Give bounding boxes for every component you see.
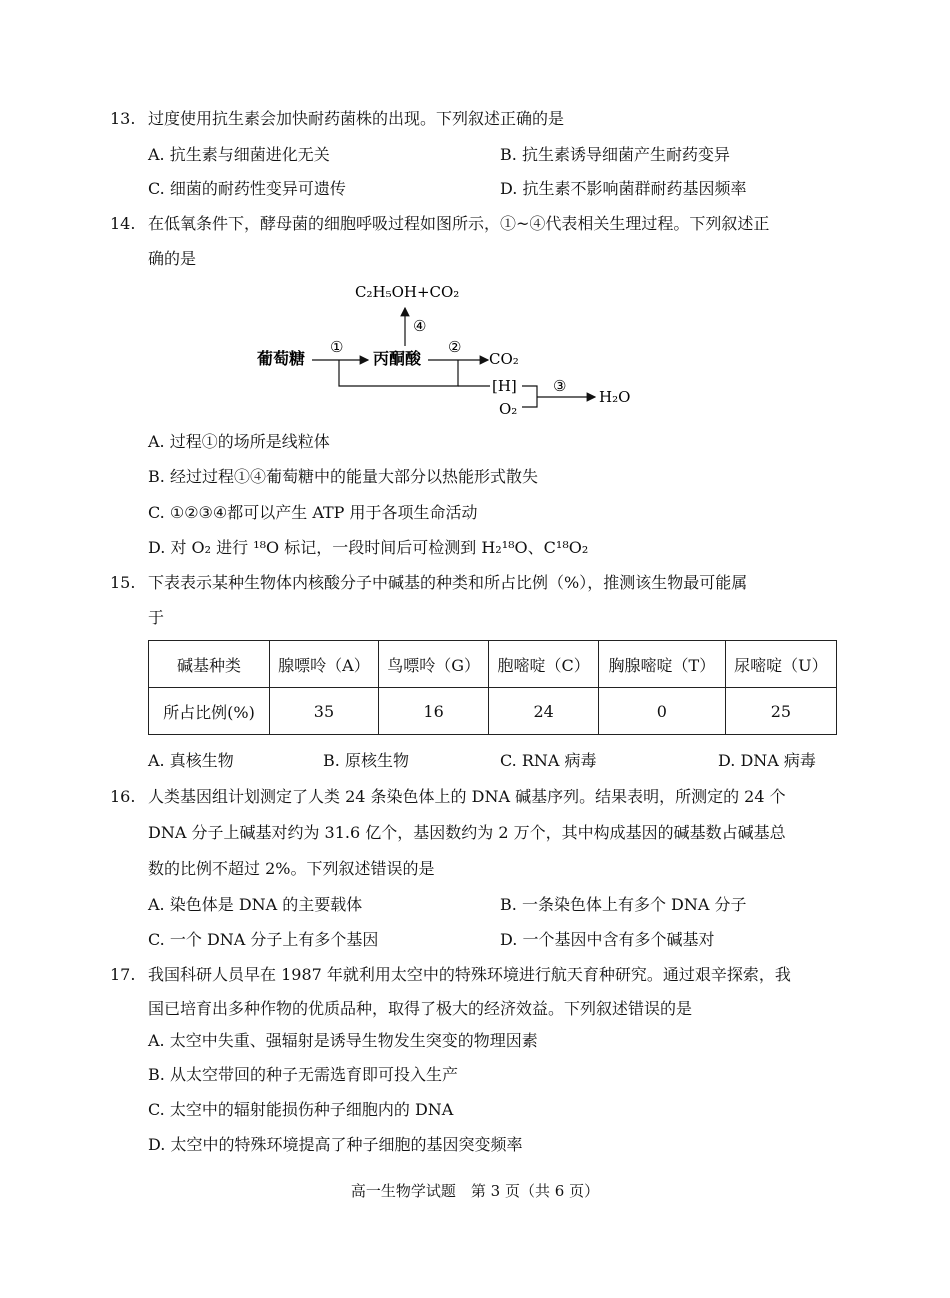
join-bracket bbox=[522, 386, 537, 407]
base-ratio-table bbox=[148, 640, 837, 735]
value-cell-a: 35 bbox=[270, 688, 379, 735]
q13-option-d[interactable]: D. 抗生素不影响菌群耐药基因频率 bbox=[500, 179, 747, 198]
value-cell-u: 25 bbox=[725, 688, 836, 735]
header-cell-a: 腺嘌呤（A） bbox=[270, 641, 379, 688]
q15-option-a[interactable]: A. 真核生物 bbox=[148, 751, 234, 770]
step2-label: ② bbox=[448, 338, 462, 356]
q17-option-b[interactable]: B. 从太空带回的种子无需选育即可投入生产 bbox=[148, 1065, 458, 1084]
q14-option-d[interactable]: D. 对 O₂ 进行 ¹⁸O 标记，一段时间后可检测到 H₂¹⁸O、C¹⁸O₂ bbox=[148, 538, 589, 557]
q16-option-c[interactable]: C. 一个 DNA 分子上有多个基因 bbox=[148, 930, 379, 949]
q17-option-d[interactable]: D. 太空中的特殊环境提高了种子细胞的基因突变频率 bbox=[148, 1135, 523, 1154]
pyruvate-label: 丙酮酸 bbox=[373, 349, 422, 368]
table-row bbox=[149, 688, 837, 735]
q15-option-c[interactable]: C. RNA 病毒 bbox=[500, 751, 597, 770]
q15-stem-line2: 于 bbox=[148, 608, 165, 627]
q17-option-a[interactable]: A. 太空中失重、强辐射是诱导生物发生突变的物理因素 bbox=[148, 1031, 538, 1050]
q13-number: 13. bbox=[110, 109, 136, 128]
table-row bbox=[149, 641, 837, 688]
q14-option-a[interactable]: A. 过程①的场所是线粒体 bbox=[148, 432, 330, 451]
q16-option-b[interactable]: B. 一条染色体上有多个 DNA 分子 bbox=[500, 895, 747, 914]
co2-label: CO₂ bbox=[489, 350, 519, 368]
q17-stem-line2: 国已培育出多种作物的优质品种，取得了极大的经济效益。下列叙述错误的是 bbox=[148, 999, 693, 1018]
row-header-ratio: 所占比例(%) bbox=[149, 688, 270, 735]
respiration-diagram bbox=[250, 280, 650, 420]
q15-number: 15. bbox=[110, 573, 136, 592]
q16-option-a[interactable]: A. 染色体是 DNA 的主要载体 bbox=[148, 895, 363, 914]
ethanol-co2-label: C₂H₅OH+CO₂ bbox=[355, 283, 460, 301]
q17-option-c[interactable]: C. 太空中的辐射能损伤种子细胞内的 DNA bbox=[148, 1100, 454, 1119]
q13-stem: 过度使用抗生素会加快耐药菌株的出现。下列叙述正确的是 bbox=[148, 109, 565, 128]
header-cell-g: 鸟嘌呤（G） bbox=[378, 641, 488, 688]
q13-option-c[interactable]: C. 细菌的耐药性变异可遗传 bbox=[148, 179, 346, 198]
q16-stem-line1: 人类基因组计划测定了人类 24 条染色体上的 DNA 碱基序列。结果表明，所测定的 24 个 bbox=[148, 787, 786, 806]
q17-stem-line1: 我国科研人员早在 1987 年就利用太空中的特殊环境进行航天育种研究。通过艰辛探索，我 bbox=[148, 965, 791, 984]
q15-option-b[interactable]: B. 原核生物 bbox=[323, 751, 409, 770]
q13-option-b[interactable]: B. 抗生素诱导细菌产生耐药变异 bbox=[500, 145, 730, 164]
q16-stem-line3: 数的比例不超过 2%。下列叙述错误的是 bbox=[148, 859, 435, 878]
value-cell-c: 24 bbox=[489, 688, 599, 735]
q14-option-c[interactable]: C. ①②③④都可以产生 ATP 用于各项生命活动 bbox=[148, 503, 478, 522]
q15-option-d[interactable]: D. DNA 病毒 bbox=[718, 751, 816, 770]
step1-label: ① bbox=[330, 338, 344, 356]
value-cell-t: 0 bbox=[599, 688, 726, 735]
row-header-base-type: 碱基种类 bbox=[149, 641, 270, 688]
q16-stem-line2: DNA 分子上碱基对约为 31.6 亿个，基因数约为 2 万个，其中构成基因的碱基数占碱基总 bbox=[148, 823, 786, 842]
q16-number: 16. bbox=[110, 787, 136, 806]
header-cell-u: 尿嘧啶（U） bbox=[725, 641, 836, 688]
water-label: H₂O bbox=[599, 388, 631, 406]
q15-stem-line1: 下表表示某种生物体内核酸分子中碱基的种类和所占比例（%），推测该生物最可能属 bbox=[148, 573, 748, 592]
q14-option-b[interactable]: B. 经过过程①④葡萄糖中的能量大部分以热能形式散失 bbox=[148, 467, 538, 486]
header-cell-t: 胸腺嘧啶（T） bbox=[599, 641, 726, 688]
glucose-label: 葡萄糖 bbox=[257, 349, 306, 368]
q14-number: 14. bbox=[110, 214, 136, 233]
q16-option-d[interactable]: D. 一个基因中含有多个碱基对 bbox=[500, 930, 715, 949]
q14-stem-line1: 在低氧条件下，酵母菌的细胞呼吸过程如图所示，①~④代表相关生理过程。下列叙述正 bbox=[148, 214, 770, 233]
value-cell-g: 16 bbox=[378, 688, 488, 735]
h-label: [H] bbox=[492, 377, 517, 395]
page-footer: 高一生物学试题 第 3 页（共 6 页） bbox=[350, 1182, 600, 1200]
o2-label: O₂ bbox=[499, 400, 518, 418]
q14-stem-line2: 确的是 bbox=[148, 249, 197, 268]
q13-option-a[interactable]: A. 抗生素与细菌进化无关 bbox=[148, 145, 330, 164]
step3-label: ③ bbox=[553, 377, 567, 395]
q17-number: 17. bbox=[110, 965, 136, 984]
header-cell-c: 胞嘧啶（C） bbox=[489, 641, 599, 688]
step4-label: ④ bbox=[413, 317, 427, 335]
